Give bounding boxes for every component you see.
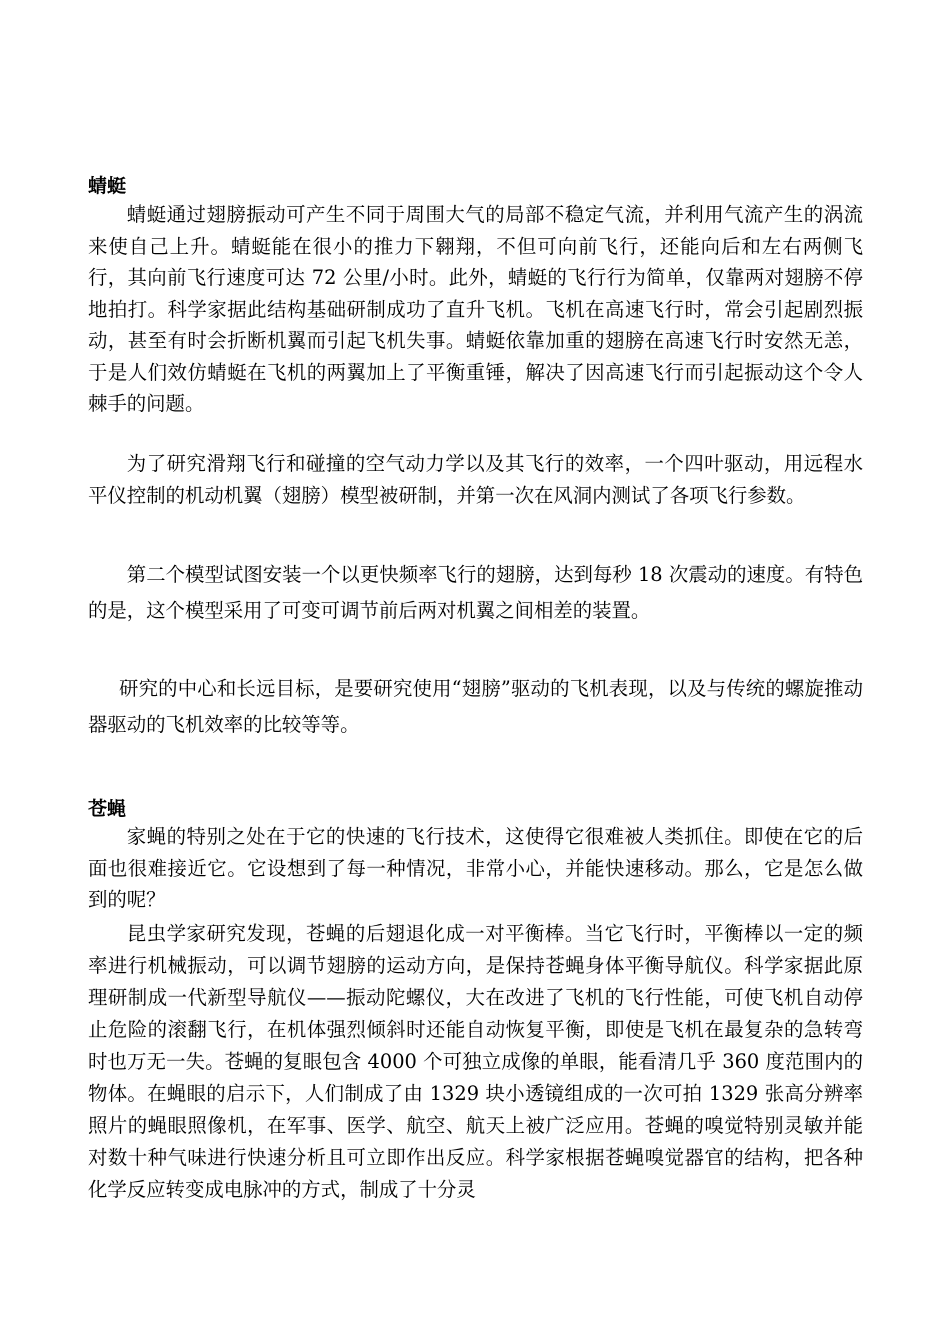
dragonfly-paragraph-1: 蜻蜓通过翅膀振动可产生不同于周围大气的局部不稳定气流，并利用气流产生的涡流来使自己上升。蜻蜓能在很小的推力下翱翔，不但可向前飞行，还能向后和左右两侧飞行，其向前飞行速度可达 72 公里/小时。此外，蜻蜓的飞行行为简单，仅靠两对翅膀不停地拍打。科学家据此结构基础研制成功了直升飞机。飞机在高速飞行时，常会引起剧烈振动，甚至有时会折断机翼而引起飞机失事。蜻蜓依靠加重的翅膀在高速飞行时安然无恙，于是人们效仿蜻蜓在飞机的两翼加上了平衡重锤，解决了因高速飞行而引起振动这个令人棘手的问题。 xyxy=(88,203,863,415)
fly-paragraph-2: 昆虫学家研究发现，苍蝇的后翅退化成一对平衡棒。当它飞行时，平衡棒以一定的频率进行机械振动，可以调节翅膀的运动方向，是保持苍蝇身体平衡导航仪。科学家据此原理研制成一代新型导航仪——振动陀螺仪，大在改进了飞机的飞行性能，可使飞机自动停止危险的滚翻飞行，在机体强烈倾斜时还能自动恢复平衡，即使是飞机在最复杂的急转弯时也万无一失。苍蝇的复眼包含 4000 个可独立成像的单眼，能看清几乎 360 度范围内的物体。在蝇眼的启示下，人们制成了由 1329 块小透镜组成的一次可拍 1329 张高分辨率照片的蝇眼照像机，在军事、医学、航空、航天上被广泛应用。苍蝇的嗅觉特别灵敏并能对数十种气味进行快速分析且可立即作出反应。科学家根据苍蝇嗅觉器官的结构，把各种化学反应转变成电脉冲的方式，制成了十分灵 xyxy=(88,922,863,1201)
fly-paragraph-1: 家蝇的特别之处在于它的快速的飞行技术，这使得它很难被人类抓住。即使在它的后面也很难接近它。它设想到了每一种情况，非常小心，并能快速移动。那么，它是怎么做到的呢？ xyxy=(88,825,863,911)
dragonfly-paragraph-4: 研究的中心和长远目标，是要研究使用“翅膀”驱动的飞机表现，以及与传统的螺旋推动器驱动的飞机效率的比较等等。 xyxy=(88,677,863,736)
section-title-fly: 苍蝇 xyxy=(88,798,127,820)
dragonfly-paragraph-2: 为了研究滑翔飞行和碰撞的空气动力学以及其飞行的效率，一个四叶驱动，用远程水平仪控制的机动机翼（翅膀）模型被研制，并第一次在风洞内测试了各项飞行参数。 xyxy=(88,452,863,507)
dragonfly-paragraph-3: 第二个模型试图安装一个以更快频率飞行的翅膀，达到每秒 18 次震动的速度。有特色的是，这个模型采用了可变可调节前后两对机翼之间相差的装置。 xyxy=(88,563,863,622)
section-title-dragonfly: 蜻蜓 xyxy=(88,175,127,197)
